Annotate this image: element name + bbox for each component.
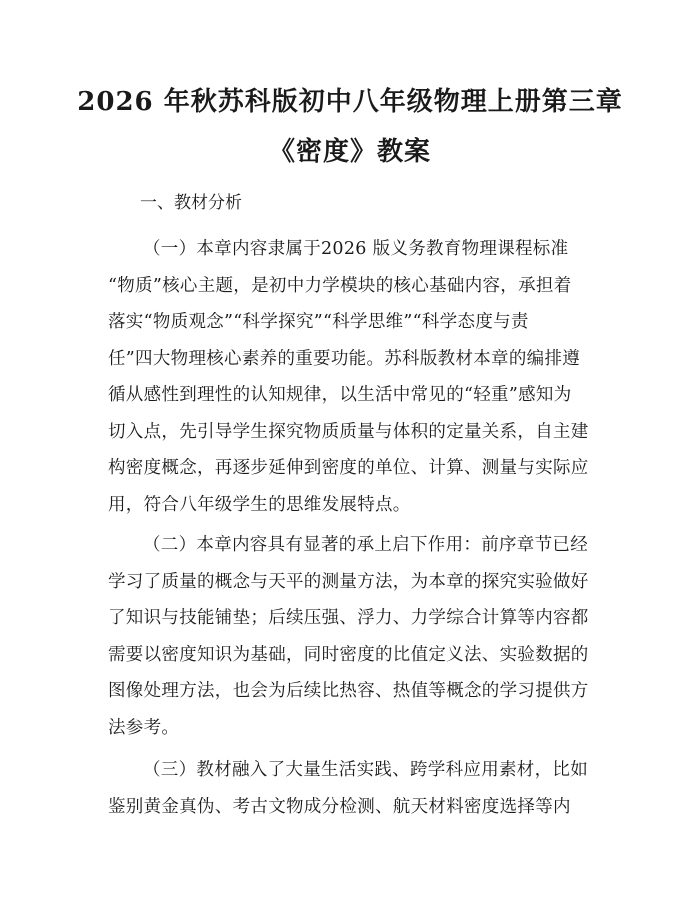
paragraph-line: （一）本章内容隶属于2026 版义务教育物理课程标准 — [143, 239, 569, 259]
paragraph-line: 了知识与技能铺垫；后续压强、浮力、力学综合计算等内容都 — [108, 608, 589, 628]
paragraph-line: 学习了质量的概念与天平的测量方法，为本章的探究实验做好 — [108, 571, 589, 592]
document-title-line-2: 《密度》教案 — [268, 137, 431, 167]
paragraph-line: 鉴别黄金真伪、考古文物成分检测、航天材料密度选择等内 — [108, 796, 571, 817]
paragraph-line: 需要以密度知识为基础，同时密度的比值定义法、实验数据的 — [108, 644, 589, 665]
paragraph-2 — [108, 527, 608, 746]
paragraph-line: 法参考。 — [108, 717, 180, 738]
paragraph-line: 构密度概念，再逐步延伸到密度的单位、计算、测量与实际应 — [108, 458, 589, 478]
paragraph-3 — [108, 752, 608, 825]
paragraph-line: 图像处理方法，也会为后续比热容、热值等概念的学习提供方 — [108, 681, 589, 701]
paragraph-line: 切入点，先引导学生探究物质质量与体积的定量关系，自主建 — [108, 421, 589, 442]
paragraph-line: 落实“物质观念”“科学探究”“科学思维”“科学态度与责 — [108, 312, 529, 332]
paragraph-line: （二）本章内容具有显著的承上启下作用：前序章节已经 — [143, 535, 588, 555]
section-heading: 一、教材分析 — [140, 193, 242, 213]
document-title-line-1: 2026 年秋苏科版初中八年级物理上册第三章 — [77, 87, 623, 117]
paragraph-line: 任”四大物理核心素养的重要功能。苏科版教材本章的编排遵 — [108, 348, 581, 369]
paragraph-line: 循从感性到理性的认知规律，以生活中常见的“轻重”感知为 — [108, 385, 572, 405]
paragraph-line: 用，符合八年级学生的思维发展特点。 — [108, 494, 411, 515]
paragraph-1 — [108, 231, 608, 523]
paragraph-line: （三）教材融入了大量生活实践、跨学科应用素材，比如 — [143, 760, 588, 780]
paragraph-line: “物质”核心主题，是初中力学模块的核心基础内容，承担着 — [108, 275, 572, 296]
